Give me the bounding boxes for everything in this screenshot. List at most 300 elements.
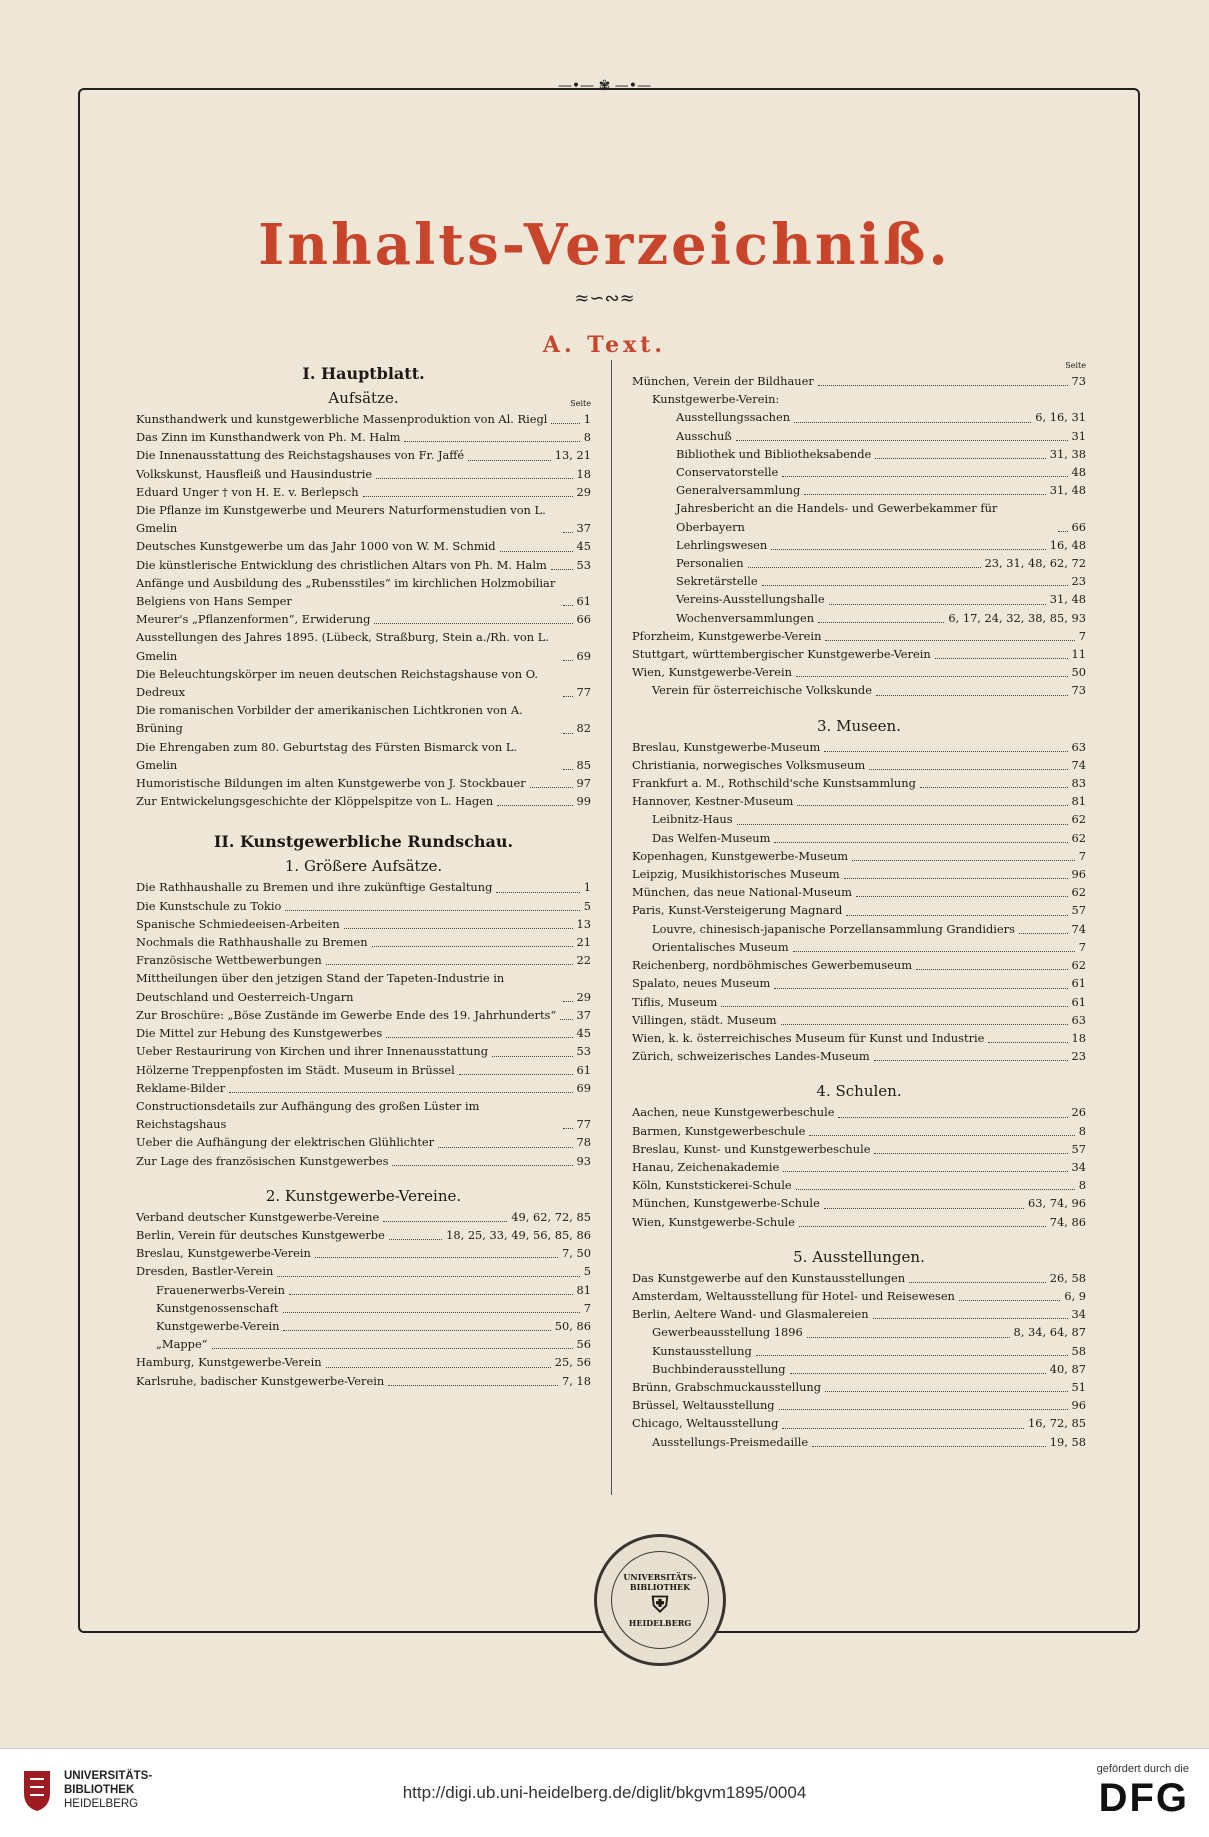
vereine-list xyxy=(136,1208,591,1390)
toc-entry-page: 85 xyxy=(576,757,591,772)
toc-entry-title: Hanau, Zeichenakademie xyxy=(632,1159,780,1174)
toc-dot-leader xyxy=(492,1056,572,1057)
toc-entry-title: Generalversammlung xyxy=(676,483,801,498)
toc-entry-title: Die romanischen Vorbilder der amerikanischen Lichtkronen von A. Brüning xyxy=(136,703,523,736)
toc-entry-page: 19, 58 xyxy=(1049,1434,1086,1449)
toc-entry-title: Frauenerwerbs-Verein xyxy=(156,1282,285,1297)
toc-entry-title: Zur Broschüre: „Böse Zustände im Gewerbe Ende des 19. Jahrhunderts“ xyxy=(136,1007,557,1022)
toc-entry xyxy=(632,663,1086,681)
toc-entry xyxy=(136,1372,591,1390)
toc-entry xyxy=(632,938,1086,956)
toc-entry-page: 77 xyxy=(576,1117,591,1132)
toc-dot-leader xyxy=(756,1355,1068,1356)
aufsaetze-list xyxy=(136,410,591,810)
toc-dot-leader xyxy=(315,1257,558,1258)
toc-entry-page: 57 xyxy=(1071,903,1086,918)
toc-entry xyxy=(136,465,591,483)
toc-dot-leader xyxy=(374,623,572,624)
toc-entry-title: Aachen, neue Kunstgewerbeschule xyxy=(632,1105,835,1120)
toc-dot-leader xyxy=(563,696,573,697)
toc-entry-title: Brünn, Grabschmuckausstellung xyxy=(632,1379,822,1394)
toc-entry xyxy=(136,1006,591,1024)
toc-dot-leader xyxy=(869,769,1067,770)
toc-dot-leader xyxy=(782,476,1067,477)
toc-entry-title: Die künstlerische Entwicklung des christlichen Altars von Ph. M. Halm xyxy=(136,557,547,572)
toc-entry xyxy=(632,1360,1086,1378)
logo-line2: BIBLIOTHEK xyxy=(64,1784,135,1796)
toc-entry-page: 61 xyxy=(576,1062,591,1077)
toc-entry-page: 18, 25, 33, 49, 56, 85, 86 xyxy=(446,1227,591,1242)
toc-dot-leader xyxy=(782,1428,1024,1429)
toc-dot-leader xyxy=(438,1147,572,1148)
toc-dot-leader xyxy=(812,1446,1046,1447)
toc-entry xyxy=(136,556,591,574)
toc-entry xyxy=(136,1317,591,1335)
toc-entry-page: 7 xyxy=(583,1300,591,1315)
toc-entry-title: Kopenhagen, Kunstgewerbe-Museum xyxy=(632,848,849,863)
toc-entry-page: 61 xyxy=(1071,976,1086,991)
toc-entry xyxy=(632,1213,1086,1231)
toc-entry-page: 58 xyxy=(1071,1343,1086,1358)
toc-dot-leader xyxy=(496,892,579,893)
toc-entry-title: Kunstgewerbe-Verein xyxy=(156,1318,280,1333)
column-divider xyxy=(611,360,612,1495)
toc-entry-title: Reklame-Bilder xyxy=(136,1080,226,1095)
toc-entry-page: 62 xyxy=(1071,830,1086,845)
toc-entry-page: 53 xyxy=(576,1044,591,1059)
toc-entry-title: Die Kunstschule zu Tokio xyxy=(136,898,282,913)
toc-entry-page: 78 xyxy=(576,1135,591,1150)
toc-entry-title: Zürich, schweizerisches Landes-Museum xyxy=(632,1049,870,1064)
toc-entry-page: 61 xyxy=(1071,994,1086,1009)
museen-heading: 3. Museen. xyxy=(817,716,901,735)
toc-entry-title: Die Beleuchtungskörper im neuen deutschen Reichstagshause von O. Dedreux xyxy=(136,666,538,700)
toc-entry-title: Lehrlingswesen xyxy=(676,537,768,552)
part1-heading: I. Hauptblatt. xyxy=(302,364,425,383)
toc-entry-title: Louvre, chinesisch-japanische Porzellansammlung Grandidiers xyxy=(652,921,1015,936)
toc-entry-page: 97 xyxy=(576,776,591,791)
toc-entry-title: Wien, Kunstgewerbe-Schule xyxy=(632,1214,795,1229)
toc-dot-leader xyxy=(560,1019,572,1020)
toc-entry-page: 53 xyxy=(576,557,591,572)
toc-entry-page: 23 xyxy=(1071,1049,1086,1064)
toc-entry-page: 51 xyxy=(1071,1379,1086,1394)
toc-entry-title: Französische Wettbewerbungen xyxy=(136,953,322,968)
toc-entry xyxy=(136,665,591,701)
toc-entry-title: Vereins-Ausstellungshalle xyxy=(676,592,825,607)
toc-dot-leader xyxy=(404,441,579,442)
schulen-list xyxy=(632,1103,1086,1230)
toc-entry-title: Kunstgewerbe-Verein: xyxy=(652,392,780,407)
toc-entry-title: Dresden, Bastler-Verein xyxy=(136,1264,274,1279)
right-column xyxy=(632,360,1086,1451)
toc-entry xyxy=(632,738,1086,756)
toc-entry-title: Tiflis, Museum xyxy=(632,994,718,1009)
toc-entry-title: Barmen, Kunstgewerbeschule xyxy=(632,1123,806,1138)
toc-dot-leader xyxy=(551,423,579,424)
toc-dot-leader xyxy=(797,805,1067,806)
toc-entry xyxy=(632,1140,1086,1158)
toc-entry-page: 7, 50 xyxy=(562,1246,591,1261)
toc-entry xyxy=(136,537,591,555)
toc-dot-leader xyxy=(459,1074,573,1075)
ausstellungen-list xyxy=(632,1269,1086,1451)
top-ornament: —•— ✾ —•— xyxy=(0,78,1209,98)
toc-entry-page: 77 xyxy=(576,685,591,700)
toc-entry-title: Eduard Unger † von H. E. v. Berlepsch xyxy=(136,484,359,499)
toc-entry-title: München, Kunstgewerbe-Schule xyxy=(632,1196,820,1211)
toc-entry-title: Das Zinn im Kunsthandwerk von Ph. M. Halm xyxy=(136,430,401,445)
toc-entry xyxy=(136,1133,591,1151)
toc-entry-page: 13 xyxy=(576,916,591,931)
toc-entry-title: Die Mittel zur Hebung des Kunstgewerbes xyxy=(136,1026,383,1041)
toc-entry-title: Ausstellungssachen xyxy=(676,410,791,425)
toc-dot-leader xyxy=(856,896,1068,897)
groessere-list xyxy=(136,878,591,1169)
toc-entry-page: 16, 48 xyxy=(1049,537,1086,552)
toc-entry-title: Brüssel, Weltausstellung xyxy=(632,1398,775,1413)
toc-entry-page: 45 xyxy=(576,539,591,554)
toc-entry-page: 31, 38 xyxy=(1049,446,1086,461)
toc-entry-page: 6, 16, 31 xyxy=(1035,410,1086,425)
toc-entry xyxy=(136,1079,591,1097)
toc-entry-title: Amsterdam, Weltausstellung für Hotel- und Reisewesen xyxy=(632,1288,955,1303)
toc-dot-leader xyxy=(392,1165,572,1166)
toc-entry-page: 34 xyxy=(1071,1159,1086,1174)
toc-entry-title: Gewerbeausstellung 1896 xyxy=(652,1325,803,1340)
toc-entry xyxy=(632,1269,1086,1287)
toc-dot-leader xyxy=(383,1221,507,1222)
toc-entry-title: Das Kunstgewerbe auf den Kunstausstellungen xyxy=(632,1270,906,1285)
toc-entry-title: Das Welfen-Museum xyxy=(652,830,771,845)
toc-dot-leader xyxy=(212,1348,573,1349)
toc-entry-title: Kunstausstellung xyxy=(652,1343,752,1358)
toc-entry xyxy=(136,446,591,464)
stamp-text-top: UNIVERSITÄTS-BIBLIOTHEK xyxy=(623,1572,697,1592)
toc-entry-title: München, Verein der Bildhauer xyxy=(632,374,814,388)
toc-dot-leader xyxy=(874,1060,1068,1061)
toc-entry xyxy=(136,774,591,792)
toc-dot-leader xyxy=(794,422,1031,423)
toc-entry-page: 29 xyxy=(576,484,591,499)
library-stamp xyxy=(594,1534,726,1666)
toc-entry-title: Mittheilungen über den jetzigen Stand der Tapeten-Industrie in Deutschland und Oesterreich-Ungarn xyxy=(136,971,505,1004)
toc-dot-leader xyxy=(563,1128,573,1129)
toc-entry-title: Berlin, Aeltere Wand- und Glasmalereien xyxy=(632,1307,869,1322)
toc-entry-title: Die Ehrengaben zum 80. Geburtstag des Fürsten Bismarck von L. Gmelin xyxy=(136,739,518,772)
toc-entry xyxy=(136,610,591,628)
toc-dot-leader xyxy=(783,1171,1067,1172)
toc-entry-page: 5 xyxy=(583,898,591,913)
toc-dot-leader xyxy=(875,458,1046,459)
toc-dot-leader xyxy=(774,842,1067,843)
toc-entry-page: 57 xyxy=(1071,1141,1086,1156)
toc-entry xyxy=(136,1061,591,1079)
toc-entry xyxy=(632,590,1086,608)
toc-entry xyxy=(632,1287,1086,1305)
toc-entry-page: 45 xyxy=(576,1026,591,1041)
section-a-heading: A. Text. xyxy=(542,332,667,358)
toc-entry xyxy=(632,609,1086,627)
toc-entry-page: 62 xyxy=(1071,885,1086,900)
toc-entry-title: Hölzerne Treppenpfosten im Städt. Museum in Brüssel xyxy=(136,1062,455,1077)
toc-entry-title: Breslau, Kunstgewerbe-Verein xyxy=(136,1246,311,1261)
toc-entry-title: Breslau, Kunst- und Kunstgewerbeschule xyxy=(632,1141,871,1156)
toc-entry xyxy=(632,1396,1086,1414)
toc-entry xyxy=(136,878,591,896)
toc-entry xyxy=(136,738,591,774)
toc-entry xyxy=(632,956,1086,974)
toc-entry-page: 48 xyxy=(1071,465,1086,480)
toc-dot-leader xyxy=(289,1294,573,1295)
toc-entry-page: 25, 56 xyxy=(554,1355,591,1370)
toc-dot-leader xyxy=(363,496,573,497)
toc-entry-page: 7 xyxy=(1078,848,1086,863)
toc-entry-page: 8 xyxy=(1078,1178,1086,1193)
toc-entry xyxy=(136,915,591,933)
toc-dot-leader xyxy=(959,1300,1060,1301)
toc-dot-leader xyxy=(530,787,573,788)
toc-entry-title: Christiania, norwegisches Volksmuseum xyxy=(632,757,866,772)
toc-dot-leader xyxy=(793,951,1075,952)
dfg-logo[interactable] xyxy=(1097,1763,1189,1821)
toc-entry-page: 26, 58 xyxy=(1049,1270,1086,1285)
funded-by-text: gefördert durch die xyxy=(1096,1763,1189,1775)
toc-entry xyxy=(136,1299,591,1317)
toc-dot-leader xyxy=(771,549,1046,550)
toc-dot-leader xyxy=(372,946,573,947)
toc-dot-leader xyxy=(824,751,1067,752)
toc-entry xyxy=(632,865,1086,883)
toc-entry xyxy=(632,1433,1086,1451)
toc-entry-title: Jahresbericht an die Handels- und Gewerbekammer für Oberbayern xyxy=(676,501,998,534)
toc-dot-leader xyxy=(762,585,1068,586)
toc-entry-page: 50 xyxy=(1071,665,1086,680)
toc-entry-page: 23 xyxy=(1071,574,1086,589)
toc-entry xyxy=(136,1353,591,1371)
toc-dot-leader xyxy=(563,769,573,770)
toc-entry xyxy=(632,463,1086,481)
toc-dot-leader xyxy=(796,1189,1075,1190)
toc-entry xyxy=(136,897,591,915)
toc-entry-title: „Mappe“ xyxy=(156,1337,208,1352)
logo-line3: HEIDELBERG xyxy=(64,1798,139,1810)
toc-entry-page: 7, 18 xyxy=(562,1373,591,1388)
toc-entry-title: Reichenberg, nordböhmisches Gewerbemuseum xyxy=(632,958,913,973)
toc-dot-leader xyxy=(736,440,1068,441)
toc-entry-title: Wien, Kunstgewerbe-Verein xyxy=(632,665,792,680)
toc-entry-page: 40, 87 xyxy=(1049,1361,1086,1376)
toc-dot-leader xyxy=(563,660,573,661)
toc-dot-leader xyxy=(774,988,1067,989)
toc-entry-title: München, das neue National-Museum xyxy=(632,885,852,900)
toc-entry xyxy=(632,681,1086,699)
toc-entry-page: 8 xyxy=(583,430,591,445)
toc-entry xyxy=(632,1194,1086,1212)
toc-entry xyxy=(136,1208,591,1226)
toc-dot-leader xyxy=(920,787,1068,788)
ausstellungen-heading: 5. Ausstellungen. xyxy=(793,1247,925,1266)
toc-entry-title: Frankfurt a. M., Rothschild'sche Kunstsammlung xyxy=(632,776,916,791)
toc-entry xyxy=(632,1103,1086,1121)
logo-line1: UNIVERSITÄTS- xyxy=(64,1770,153,1782)
toc-entry-page: 16, 72, 85 xyxy=(1028,1416,1086,1431)
toc-entry-title: Verein für österreichische Volkskunde xyxy=(652,683,872,698)
toc-entry-page: 93 xyxy=(576,1153,591,1168)
toc-entry-page: 63, 74, 96 xyxy=(1028,1196,1086,1211)
toc-entry-page: 34 xyxy=(1071,1307,1086,1322)
toc-entry-title: Volkskunst, Hausfleiß und Hausindustrie xyxy=(136,466,373,481)
toc-entry-page: 50, 86 xyxy=(554,1318,591,1333)
part2-heading: II. Kunstgewerbliche Rundschau. xyxy=(213,832,514,852)
toc-dot-leader xyxy=(285,910,579,911)
toc-entry-page: 31, 48 xyxy=(1049,592,1086,607)
toc-entry-title: Karlsruhe, badischer Kunstgewerbe-Verein xyxy=(136,1373,385,1388)
toc-entry-title: Personalien xyxy=(676,556,744,571)
toc-dot-leader xyxy=(386,1037,572,1038)
toc-entry-page: 8 xyxy=(1078,1123,1086,1138)
aufsaetze-heading xyxy=(136,388,591,408)
toc-entry xyxy=(136,1152,591,1170)
toc-entry xyxy=(632,883,1086,901)
toc-entry xyxy=(632,1011,1086,1029)
toc-entry xyxy=(632,390,1086,408)
toc-entry-title: Zur Entwickelungsgeschichte der Klöppelspitze von L. Hagen xyxy=(136,794,494,809)
toc-entry-title: Die Pflanze im Kunstgewerbe und Meurers Naturformenstudien von L. Gmelin xyxy=(136,503,546,536)
toc-dot-leader xyxy=(876,695,1068,696)
toc-entry xyxy=(136,1244,591,1262)
toc-entry xyxy=(136,701,591,737)
toc-entry-page: 5 xyxy=(583,1264,591,1279)
toc-entry xyxy=(632,974,1086,992)
toc-entry-page: 6, 9 xyxy=(1064,1288,1086,1303)
toc-entry-title: Leipzig, Musikhistorisches Museum xyxy=(632,867,840,882)
toc-entry-title: Bibliothek und Bibliotheksabende xyxy=(676,446,872,461)
toc-entry-page: 62 xyxy=(1071,812,1086,827)
toc-dot-leader xyxy=(748,567,981,568)
toc-dot-leader xyxy=(283,1312,580,1313)
stamp-text-bottom: HEIDELBERG xyxy=(628,1618,692,1628)
toc-entry-title: Sekretärstelle xyxy=(676,574,758,589)
viewer-footer xyxy=(0,1748,1209,1837)
toc-entry xyxy=(632,756,1086,774)
toc-dot-leader xyxy=(935,658,1068,659)
toc-entry-title: Nochmals die Rathhaushalle zu Bremen xyxy=(136,935,368,950)
toc-entry-title: Ueber Restaurirung von Kirchen und ihrer Innenausstattung xyxy=(136,1044,489,1059)
toc-entry xyxy=(632,481,1086,499)
toc-entry-page: 1 xyxy=(583,412,591,426)
toc-entry-title: Stuttgart, württembergischer Kunstgewerbe-Verein xyxy=(632,647,931,662)
toc-entry xyxy=(136,410,591,428)
toc-dot-leader xyxy=(799,1226,1046,1227)
page-title: Inhalts-Verzeichniß. xyxy=(258,212,951,278)
toc-dot-leader xyxy=(804,494,1046,495)
toc-entry-title: Verband deutscher Kunstgewerbe-Vereine xyxy=(136,1209,380,1224)
toc-entry-title: Köln, Kunststickerei-Schule xyxy=(632,1178,792,1193)
toc-dot-leader xyxy=(825,640,1074,641)
toc-dot-leader xyxy=(388,1385,558,1386)
toc-entry-page: 18 xyxy=(1071,1030,1086,1045)
toc-dot-leader xyxy=(790,1373,1046,1374)
toc-entry xyxy=(632,1378,1086,1396)
page-url-link[interactable]: http://digi.ub.uni-heidelberg.de/diglit/bkgvm1895/0004 xyxy=(402,1783,807,1802)
toc-dot-leader xyxy=(825,1391,1067,1392)
toc-entry-page: 66 xyxy=(576,612,591,627)
toc-entry xyxy=(136,574,591,610)
toc-entry-page: 37 xyxy=(576,1007,591,1022)
toc-entry-page: 69 xyxy=(576,1080,591,1095)
toc-dot-leader xyxy=(326,1367,551,1368)
toc-entry-title: Spalato, neues Museum xyxy=(632,976,771,991)
schulen-heading: 4. Schulen. xyxy=(816,1082,902,1101)
toc-dot-leader xyxy=(563,532,573,533)
toc-entry xyxy=(632,445,1086,463)
toc-dot-leader xyxy=(721,1006,1067,1007)
toc-dot-leader xyxy=(779,1409,1068,1410)
toc-entry-title: Orientalisches Museum xyxy=(652,939,789,954)
toc-dot-leader xyxy=(229,1092,572,1093)
toc-dot-leader xyxy=(326,964,573,965)
toc-entry-page: 66 xyxy=(1071,519,1086,534)
toc-entry-page: 11 xyxy=(1071,647,1086,662)
toc-entry-page: 7 xyxy=(1078,628,1086,643)
toc-dot-leader xyxy=(818,385,1068,386)
toc-entry-title: Berlin, Verein für deutsches Kunstgewerbe xyxy=(136,1227,385,1242)
toc-entry-title: Kunstgenossenschaft xyxy=(156,1300,279,1315)
toc-entry-title: Ausstellungen des Jahres 1895. (Lübeck, Straßburg, Stein a./Rh. von L. Gmelin xyxy=(136,630,549,663)
toc-entry-title: Paris, Kunst-Versteigerung Magnard xyxy=(632,903,843,918)
toc-entry-page: 31 xyxy=(1071,428,1086,443)
toc-entry xyxy=(136,1097,591,1133)
toc-dot-leader xyxy=(344,928,573,929)
toc-entry xyxy=(136,969,591,1005)
toc-entry-page: 74 xyxy=(1071,921,1086,936)
toc-entry xyxy=(632,1176,1086,1194)
toc-entry-page: 99 xyxy=(576,794,591,809)
toc-entry-title: Chicago, Weltausstellung xyxy=(632,1416,779,1431)
toc-entry-page: 26 xyxy=(1071,1105,1086,1120)
toc-entry-title: Kunsthandwerk und kunstgewerbliche Massenproduktion von Al. Riegl xyxy=(136,412,548,426)
toc-entry-page: 61 xyxy=(576,594,591,609)
toc-entry-page: 7 xyxy=(1078,939,1086,954)
toc-entry-page: 13, 21 xyxy=(554,448,591,463)
toc-dot-leader xyxy=(807,1337,1010,1338)
toc-dot-leader xyxy=(737,824,1068,825)
toc-entry xyxy=(632,847,1086,865)
toc-entry xyxy=(136,501,591,537)
toc-dot-leader xyxy=(563,605,573,606)
toc-entry-title: Deutsches Kunstgewerbe um das Jahr 1000 von W. M. Schmid xyxy=(136,539,496,554)
toc-entry xyxy=(632,627,1086,645)
toc-entry-page: 83 xyxy=(1071,776,1086,791)
toc-entry xyxy=(632,1158,1086,1176)
toc-entry-page: 96 xyxy=(1071,1398,1086,1413)
toc-dot-leader xyxy=(376,478,572,479)
toc-entry xyxy=(632,792,1086,810)
toc-entry-title: Ueber die Aufhängung der elektrischen Glühlichter xyxy=(136,1135,435,1150)
toc-entry xyxy=(632,1414,1086,1432)
toc-dot-leader xyxy=(829,604,1046,605)
toc-entry xyxy=(136,1042,591,1060)
toc-entry-page: 63 xyxy=(1071,739,1086,754)
toc-entry-page: 6, 17, 24, 32, 38, 85, 93 xyxy=(948,610,1086,625)
toc-entry-title: Ausstellungs-Preismedaille xyxy=(652,1434,809,1449)
toc-entry-page: 56 xyxy=(576,1337,591,1352)
toc-entry xyxy=(136,1335,591,1353)
toc-entry xyxy=(632,372,1086,390)
toc-entry xyxy=(136,428,591,446)
toc-dot-leader xyxy=(468,460,551,461)
